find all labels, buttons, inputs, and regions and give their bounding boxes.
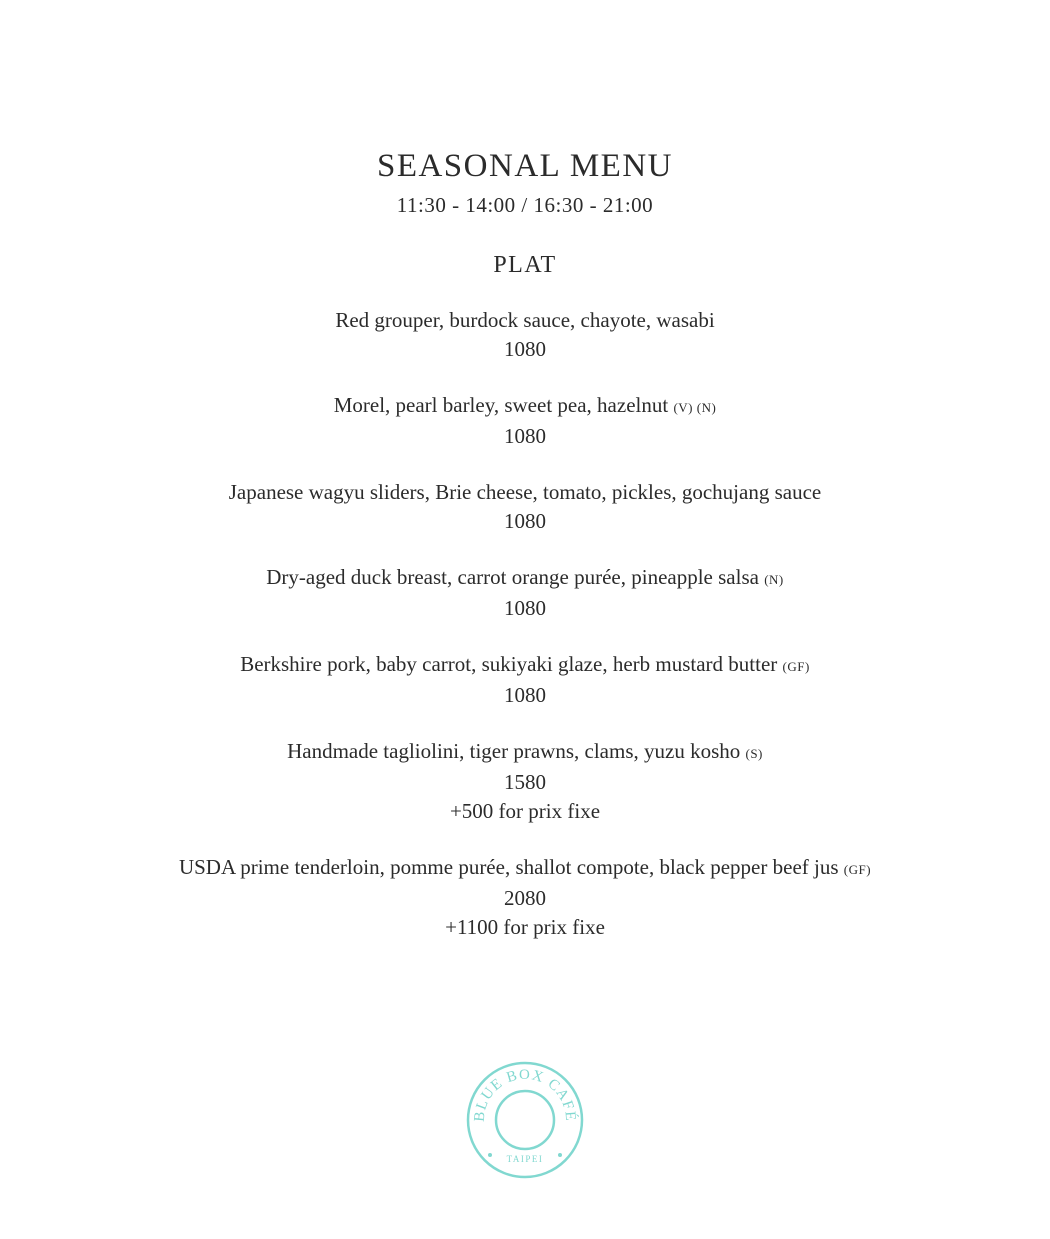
menu-item	[0, 563, 1050, 623]
menu-title: SEASONAL MENU	[376, 148, 674, 184]
logo-text-top: BLUE BOX CAFÉ	[471, 1067, 579, 1123]
item-price: 1080	[504, 509, 546, 533]
item-tags: (S)	[745, 746, 763, 761]
item-name: Morel, pearl barley, sweet pea, hazelnut	[333, 393, 669, 417]
item-note: +500 for prix fixe	[449, 799, 601, 823]
item-price: 1580	[504, 770, 546, 794]
logo-dot-right	[558, 1153, 562, 1157]
menu-hours: 11:30 - 14:00 / 16:30 - 21:00	[396, 193, 654, 217]
item-price: 1080	[504, 683, 546, 707]
item-name: Berkshire pork, baby carrot, sukiyaki glaze, herb mustard butter	[240, 652, 778, 676]
item-name-line	[0, 391, 1050, 422]
menu-item	[0, 650, 1050, 710]
item-note: +1100 for prix fixe	[445, 915, 605, 939]
item-name-line	[0, 306, 1050, 335]
menu-items	[0, 306, 1050, 969]
item-name: Dry-aged duck breast, carrot orange purée, pineapple salsa	[266, 565, 759, 589]
item-price: 1080	[504, 424, 546, 448]
item-name-line	[0, 853, 1050, 884]
menu-item	[0, 737, 1050, 826]
section-title: PLAT	[493, 252, 557, 278]
item-tags: (V) (N)	[673, 400, 717, 415]
item-name-line	[0, 478, 1050, 507]
item-tags: (GF)	[782, 659, 810, 674]
item-tags: (GF)	[843, 862, 872, 877]
logo-inner-ring	[496, 1091, 554, 1149]
item-name: Red grouper, burdock sauce, chayote, wasabi	[335, 308, 715, 332]
item-name-line	[0, 650, 1050, 681]
logo-text-bottom: TAIPEI	[506, 1154, 544, 1164]
menu-item	[0, 853, 1050, 942]
item-tags: (N)	[764, 572, 784, 587]
item-price: 2080	[504, 886, 546, 910]
blue-box-cafe-logo	[464, 1059, 586, 1181]
item-name: Japanese wagyu sliders, Brie cheese, tomato, pickles, gochujang sauce	[228, 480, 822, 504]
menu-item	[0, 478, 1050, 536]
logo-dot-left	[488, 1153, 492, 1157]
item-name: Handmade tagliolini, tiger prawns, clams, yuzu kosho	[287, 739, 741, 763]
item-price: 1080	[504, 596, 546, 620]
item-price: 1080	[504, 337, 546, 361]
menu-item	[0, 391, 1050, 451]
item-name: USDA prime tenderloin, pomme purée, shallot compote, black pepper beef jus	[178, 855, 839, 879]
menu-item	[0, 306, 1050, 364]
item-name-line	[0, 563, 1050, 594]
item-name-line	[0, 737, 1050, 768]
